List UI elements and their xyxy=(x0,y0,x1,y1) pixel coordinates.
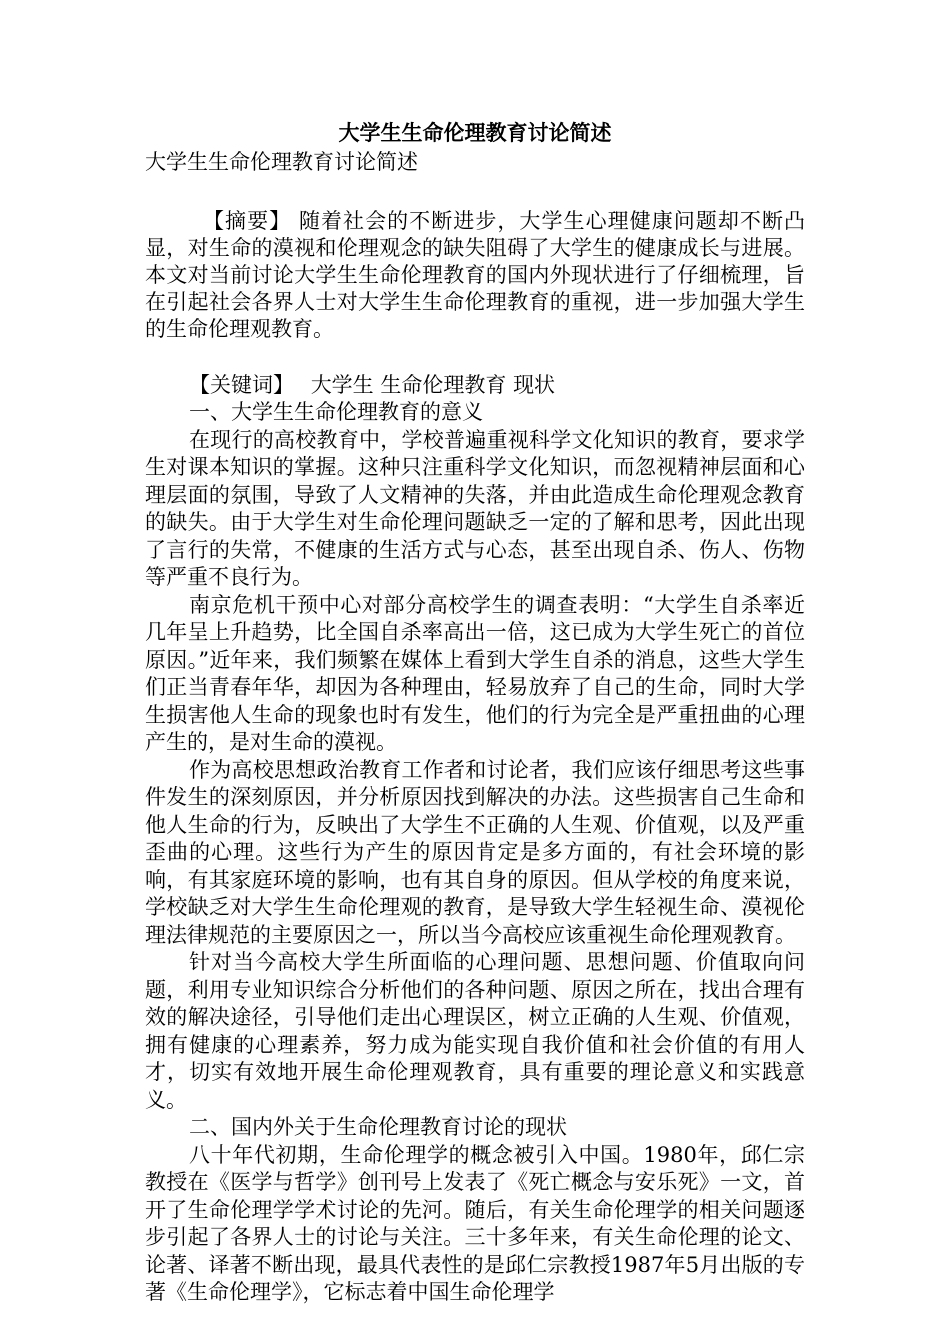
body-paragraph: 在现行的高校教育中，学校普遍重视科学文化知识的教育，要求学生对课本知识的掌握。这种只注重科学文化知识，而忽视精神层面和心理层面的氛围，导致了人文精神的失落，并由此造成生命伦理观念教育的缺失。由于大学生对生命伦理问题缺乏一定的了解和思考，因此出现了言行的失常，不健康的生活方式与心态，甚至出现自杀、伤人、伤物等严重不良行为。 xyxy=(145,427,805,589)
document-subtitle: 大学生生命伦理教育讨论简述 xyxy=(145,150,418,174)
document-page xyxy=(145,118,805,1307)
document-title: 大学生生命伦理教育讨论简述 xyxy=(338,120,612,145)
abstract xyxy=(145,208,805,343)
keyword: 生命伦理教育 xyxy=(380,373,507,397)
keyword: 大学生 xyxy=(310,373,374,397)
keywords xyxy=(145,372,805,399)
body-paragraph: 作为高校思想政治教育工作者和讨论者，我们应该仔细思考这些事件发生的深刻原因，并分析原因找到解决的办法。这些损害自己生命和他人生命的行为，反映出了大学生不正确的人生观、价值观，以及严重歪曲的心理。这些行为产生的原因肯定是多方面的，有社会环境的影响，有其家庭环境的影响，也有其自身的原因。但从学校的角度来说，学校缺乏对大学生生命伦理观的教育，是导致大学生轻视生命、漠视伦理法律规范的主要原因之一，所以当今高校应该重视生命伦理观教育。 xyxy=(145,757,805,947)
body-paragraph: 南京危机干预中心对部分高校学生的调查表明：“大学生自杀率近几年呈上升趋势，比全国自杀率高出一倍，这已成为大学生死亡的首位原因。”近年来，我们频繁在媒体上看到大学生自杀的消息，这些大学生们正当青春年华，却因为各种理由，轻易放弃了自己的生命，同时大学生损害他人生命的现象也时有发生，他们的行为完全是严重扭曲的心理产生的，是对生命的漠视。 xyxy=(145,592,805,754)
section-heading: 一、大学生生命伦理教育的意义 xyxy=(189,400,483,424)
body-paragraph: 针对当今高校大学生所面临的心理问题、思想问题、价值取向问题，利用专业知识综合分析他们的各种问题、原因之所在，找出合理有效的解决途径，引导他们走出心理误区，树立正确的人生观、价值观，拥有健康的心理素养，努力成为能实现自我价值和社会价值的有用人才，切实有效地开展生命伦理观教育，具有重要的理论意义和实践意义。 xyxy=(145,950,805,1112)
body-paragraph: 八十年代初期，生命伦理学的概念被引入中国。1980年，邱仁宗教授在《医学与哲学》创刊号上发表了《死亡概念与安乐死》一文，首开了生命伦理学学术讨论的先河。随后，有关生命伦理学的相关问题逐步引起了各界人士的讨论与关注。三十多年来，有关生命伦理的论文、论著、译著不断出现，最具代表性的是邱仁宗教授1987年5月出版的专著《生命伦理学》，它标志着中国生命伦理学 xyxy=(145,1142,805,1304)
keywords-label: 【关键词】 xyxy=(189,373,294,397)
abstract-text: 随着社会的不断进步，大学生心理健康问题却不断凸显，对生命的漠视和伦理观念的缺失阻碍了大学生的健康成长与进展。本文对当前讨论大学生生命伦理教育的国内外现状进行了仔细梳理，旨在引起社会各界人士对大学生生命伦理教育的重视，进一步加强大学生的生命伦理观教育。 xyxy=(145,209,806,341)
abstract-label: 【摘要】 xyxy=(203,209,292,233)
section-heading: 二、国内外关于生命伦理教育讨论的现状 xyxy=(189,1115,567,1139)
keyword: 现状 xyxy=(513,373,556,397)
